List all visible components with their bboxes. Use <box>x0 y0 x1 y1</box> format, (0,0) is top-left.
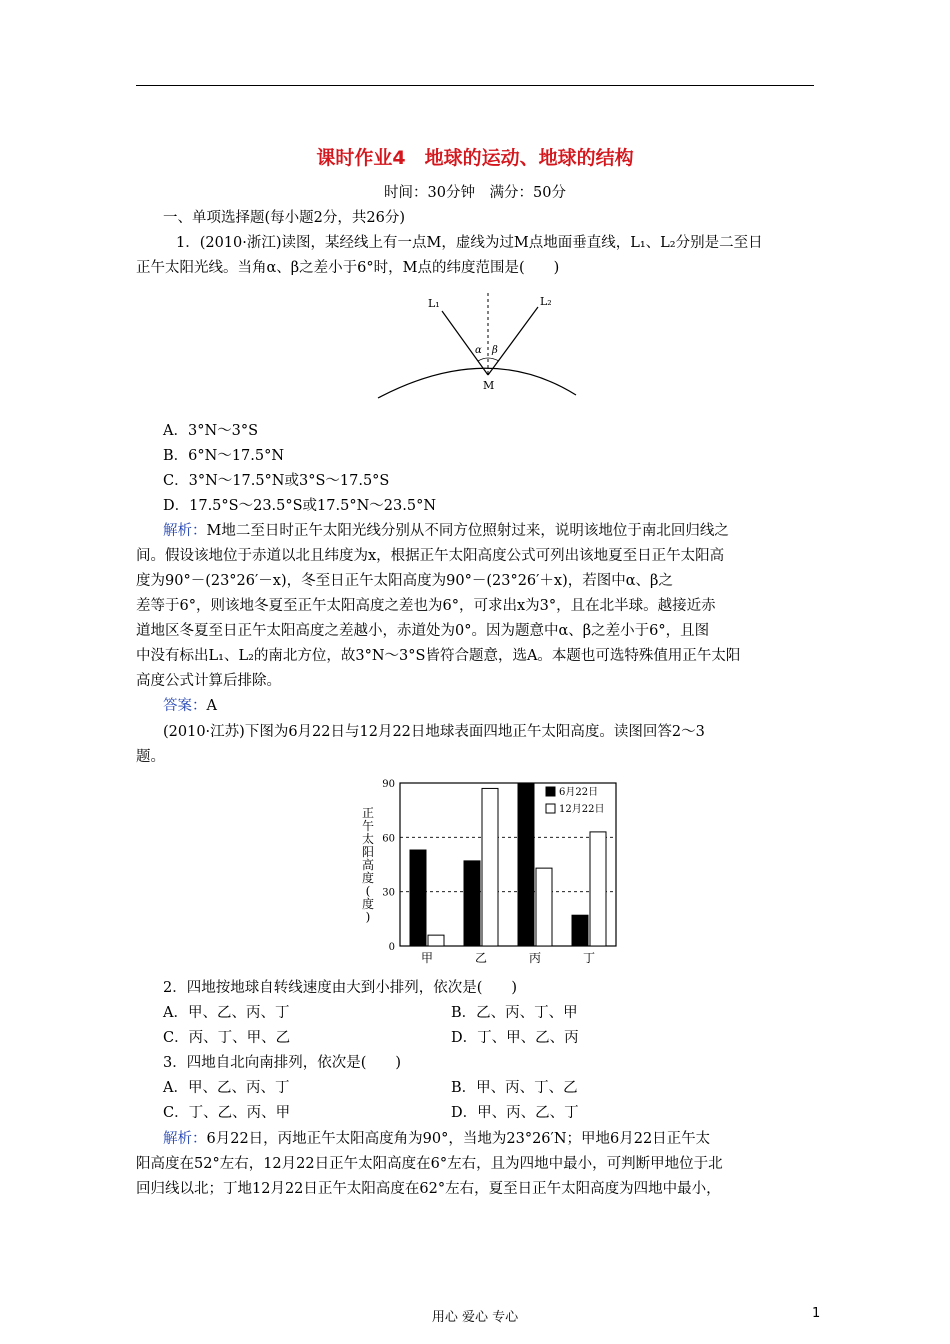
bar-丁-12月22日 <box>590 832 606 946</box>
q1-option-d: D．17.5°S～23.5°S或17.5°N～23.5°N <box>163 498 437 514</box>
y-axis-label-char: ) <box>365 910 371 924</box>
q3-option-b: B．甲、丙、丁、乙 <box>451 1080 578 1096</box>
label-l2: L₂ <box>540 295 552 308</box>
label-alpha: α <box>475 345 482 356</box>
answer-label: 答案： <box>163 698 207 714</box>
ray-l2 <box>488 307 538 375</box>
legend-swatch-12月22日 <box>546 804 555 813</box>
intro-line2: 题。 <box>136 749 165 765</box>
x-tick-label: 丁 <box>582 951 596 965</box>
y-axis-label-char: 度 <box>361 871 375 885</box>
bar-丙-6月22日 <box>518 783 534 946</box>
noon-sun-altitude-chart <box>358 775 628 970</box>
y-tick-label-30: 30 <box>382 887 395 899</box>
section-heading: 一、单项选择题(每小题2分，共26分) <box>163 210 405 226</box>
bar-丙-12月22日 <box>536 868 552 946</box>
footer-slogan: 用心 爱心 专心 <box>431 1310 519 1325</box>
q3-option-a: A．甲、乙、丙、丁 <box>163 1080 290 1096</box>
x-tick-label: 甲 <box>420 951 434 965</box>
q1-stem-line2: 正午太阳光线。当角α、β之差小于6°时，M点的纬度范围是( ) <box>136 260 560 276</box>
legend-label-12月22日: 12月22日 <box>559 804 605 815</box>
label-beta: β <box>492 345 498 356</box>
q1-option-c: C．3°N～17.5°N或3°S～17.5°S <box>163 473 390 489</box>
page-title: 课时作业4 地球的运动、地球的结构 <box>316 147 634 169</box>
analysis2-label: 解析： <box>163 1131 207 1147</box>
label-l1: L₁ <box>428 297 440 310</box>
y-axis-label-char: 午 <box>361 819 375 833</box>
y-axis-label-char: 度 <box>361 897 375 911</box>
q1-option-a: A．3°N～3°S <box>163 423 259 439</box>
intro-line1: (2010·江苏)下图为6月22日与12月22日地球表面四地正午太阳高度。读图回答2～3 <box>163 724 705 740</box>
legend-label-6月22日: 6月22日 <box>559 787 599 798</box>
alpha-arc <box>478 358 488 361</box>
bar-甲-12月22日 <box>428 935 444 946</box>
bar-乙-6月22日 <box>464 861 480 946</box>
earth-surface-arc <box>378 368 576 398</box>
y-tick-label-90: 90 <box>382 779 395 790</box>
q2-option-c: C．丙、丁、甲、乙 <box>163 1030 291 1046</box>
beta-arc <box>488 358 499 361</box>
bar-乙-12月22日 <box>482 788 498 946</box>
y-axis-label-char: 正 <box>361 806 375 820</box>
analysis2-line1: 解析：6月22日，丙地正午太阳高度角为90°，当地为23°26′N；甲地6月22日正午太 <box>163 1131 711 1147</box>
q1-stem-line1: 1．(2010·浙江)读图，某经线上有一点M，虚线为过M点地面垂直线，L₁、L₂分别是二至日 <box>176 235 763 251</box>
q1-analysis-line3: 度为90°－(23°26′－x)，冬至日正午太阳高度为90°－(23°26′＋x)，若图中α、β之 <box>136 573 673 589</box>
q3-option-d: D．甲、丙、乙、丁 <box>451 1105 579 1121</box>
legend-swatch-6月22日 <box>546 787 555 796</box>
x-tick-label: 乙 <box>474 951 488 965</box>
y-axis-label-char: 高 <box>361 858 375 872</box>
q1-analysis-line5: 道地区冬夏至日正午太阳高度之差越小，赤道处为0°。因为题意中α、β之差小于6°，且图 <box>136 623 710 639</box>
page-number: 1 <box>812 1306 821 1321</box>
analysis2-line3: 回归线以北；丁地12月22日正午太阳高度在62°左右，夏至日正午太阳高度为四地中最小， <box>136 1181 721 1197</box>
q1-option-b: B．6°N～17.5°N <box>163 448 285 464</box>
q2-option-d: D．丁、甲、乙、丙 <box>451 1030 579 1046</box>
q1-analysis-line4: 差等于6°，则该地冬夏至正午太阳高度之差也为6°，可求出x为3°，且在北半球。越接近赤 <box>136 598 716 614</box>
q1-analysis-line7: 高度公式计算后排除。 <box>136 673 281 689</box>
ray-l1 <box>442 311 488 375</box>
q1-analysis-line2: 间。假设该地位于赤道以北且纬度为x，根据正午太阳高度公式可列出该地夏至日正午太阳高 <box>136 548 725 564</box>
q2-option-b: B．乙、丙、丁、甲 <box>451 1005 578 1021</box>
q1-figure <box>370 285 580 405</box>
header-rule <box>136 85 814 86</box>
y-tick-label-0: 0 <box>388 942 395 953</box>
bar-甲-6月22日 <box>410 850 426 946</box>
q3-stem: 3．四地自北向南排列，依次是( ) <box>163 1055 402 1071</box>
y-axis-label-char: ( <box>365 884 371 898</box>
q1-analysis-line1: 解析：M地二至日时正午太阳光线分别从不同方位照射过来，说明该地位于南北回归线之 <box>163 523 729 539</box>
q2-option-a: A．甲、乙、丙、丁 <box>163 1005 290 1021</box>
q1-analysis-line6: 中没有标出L₁、L₂的南北方位，故3°N～3°S皆符合题意，选A。本题也可选特殊值用正午太阳 <box>136 648 741 664</box>
analysis-label: 解析： <box>163 523 207 539</box>
q1-answer <box>163 696 217 716</box>
answer-value: A <box>206 698 217 714</box>
y-axis-label-char: 太 <box>361 832 375 846</box>
y-tick-label-60: 60 <box>382 833 395 845</box>
bar-丁-6月22日 <box>572 915 588 946</box>
q3-option-c: C．丁、乙、丙、甲 <box>163 1105 291 1121</box>
time-score: 时间：30分钟 满分：50分 <box>384 185 566 201</box>
q2-stem: 2．四地按地球自转线速度由大到小排列，依次是( ) <box>163 980 518 996</box>
analysis2-line2: 阳高度在52°左右，12月22日正午太阳高度在6°左右，且为四地中最小，可判断甲地位于北 <box>136 1156 723 1172</box>
label-m: M <box>483 379 495 392</box>
y-axis-label-char: 阳 <box>361 845 375 859</box>
x-tick-label: 丙 <box>528 951 542 965</box>
